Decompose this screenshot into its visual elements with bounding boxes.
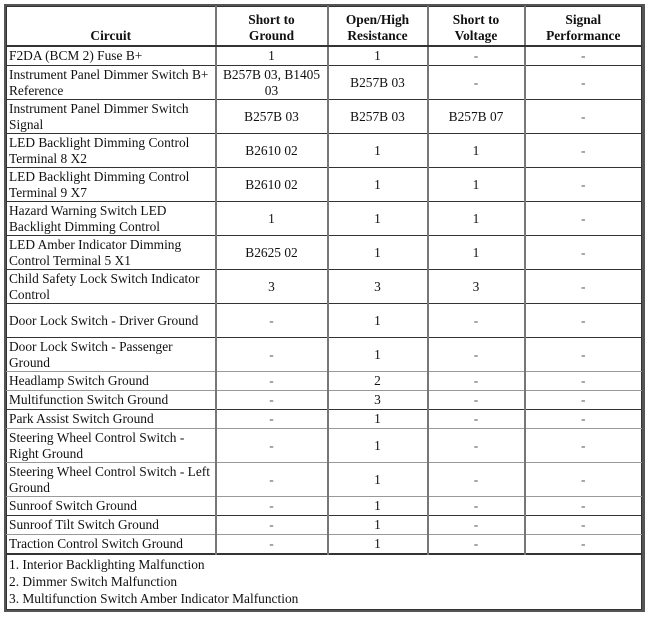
cell-signal-performance: - [525,270,642,304]
cell-signal-performance: - [525,372,642,391]
header-line: Short to [248,12,295,27]
cell-short-to-voltage: - [428,463,525,497]
cell-circuit: Sunroof Switch Ground [7,497,216,516]
header-circuit [7,7,216,47]
cell-open-high-resistance: 3 [328,270,428,304]
header-short-to-ground [216,7,328,47]
cell-open-high-resistance: 1 [328,463,428,497]
cell-open-high-resistance: 1 [328,410,428,429]
cell-circuit: LED Amber Indicator Dimming Control Terminal 5 X1 [7,236,216,270]
cell-circuit: Door Lock Switch - Passenger Ground [7,338,216,372]
cell-circuit: Headlamp Switch Ground [7,372,216,391]
cell-short-to-voltage: - [428,372,525,391]
header-short-to-voltage [428,7,525,47]
table-row [7,497,642,516]
cell-signal-performance: - [525,66,642,100]
cell-short-to-ground: - [216,372,328,391]
header-row [7,7,642,47]
cell-circuit: Steering Wheel Control Switch - Right Ground [7,429,216,463]
cell-short-to-ground: - [216,429,328,463]
table-row [7,410,642,429]
cell-open-high-resistance: B257B 03 [328,100,428,134]
cell-short-to-ground: B2610 02 [216,168,328,202]
cell-open-high-resistance: 2 [328,372,428,391]
cell-circuit: Door Lock Switch - Driver Ground [7,304,216,338]
cell-open-high-resistance: 1 [328,304,428,338]
cell-short-to-voltage: - [428,429,525,463]
cell-short-to-voltage: 1 [428,134,525,168]
cell-short-to-voltage: - [428,66,525,100]
cell-short-to-ground: - [216,535,328,555]
table-notes [7,554,642,610]
table-row [7,100,642,134]
cell-open-high-resistance: 3 [328,391,428,410]
cell-short-to-voltage: 3 [428,270,525,304]
cell-short-to-voltage: 1 [428,236,525,270]
note-3: 3. Multifunction Switch Amber Indicator Malfunction [9,591,299,606]
cell-short-to-voltage: 1 [428,202,525,236]
cell-signal-performance: - [525,497,642,516]
cell-signal-performance: - [525,46,642,66]
cell-short-to-ground: 1 [216,46,328,66]
header-signal-performance [525,7,642,47]
circuit-fault-table-container [4,4,645,612]
cell-signal-performance: - [525,535,642,555]
table-row [7,270,642,304]
cell-short-to-ground: B2625 02 [216,236,328,270]
cell-short-to-ground: - [216,410,328,429]
cell-signal-performance: - [525,236,642,270]
cell-short-to-ground: - [216,516,328,535]
cell-short-to-voltage: - [428,338,525,372]
cell-circuit: Sunroof Tilt Switch Ground [7,516,216,535]
header-line: Short to [452,12,500,27]
cell-short-to-voltage: 1 [428,168,525,202]
header-line: Signal [565,12,602,27]
cell-open-high-resistance: 1 [328,46,428,66]
cell-circuit: Instrument Panel Dimmer Switch Signal [7,100,216,134]
cell-signal-performance: - [525,429,642,463]
header-line: Ground [248,28,295,43]
table-notes-row [7,554,642,610]
cell-signal-performance: - [525,516,642,535]
cell-short-to-ground: - [216,338,328,372]
note-1: 1. Interior Backlighting Malfunction [9,557,205,572]
cell-circuit: Hazard Warning Switch LED Backlight Dimming Control [7,202,216,236]
cell-circuit: Child Safety Lock Switch Indicator Control [7,270,216,304]
cell-signal-performance: - [525,463,642,497]
header-line: Performance [546,28,621,43]
cell-signal-performance: - [525,202,642,236]
table-row [7,236,642,270]
cell-open-high-resistance: 1 [328,516,428,535]
cell-open-high-resistance: 1 [328,429,428,463]
header-line: Resistance [347,28,408,43]
note-2: 2. Dimmer Switch Malfunction [9,574,178,589]
header-open-high-resistance [328,7,428,47]
cell-circuit: Steering Wheel Control Switch - Left Ground [7,463,216,497]
table-row [7,535,642,555]
header-line: Open/High [345,12,410,27]
table-row [7,202,642,236]
cell-short-to-voltage: - [428,497,525,516]
cell-short-to-ground: - [216,391,328,410]
cell-signal-performance: - [525,391,642,410]
cell-short-to-ground: - [216,304,328,338]
cell-open-high-resistance: 1 [328,497,428,516]
cell-open-high-resistance: 1 [328,168,428,202]
cell-circuit: LED Backlight Dimming Control Terminal 8 X2 [7,134,216,168]
cell-circuit: LED Backlight Dimming Control Terminal 9 X7 [7,168,216,202]
cell-short-to-voltage: - [428,516,525,535]
circuit-fault-table [6,6,642,610]
cell-signal-performance: - [525,100,642,134]
cell-short-to-voltage: - [428,304,525,338]
table-row [7,391,642,410]
cell-short-to-ground: - [216,497,328,516]
table-row [7,429,642,463]
table-row [7,66,642,100]
cell-short-to-voltage: - [428,46,525,66]
cell-short-to-ground: B257B 03 [216,100,328,134]
cell-open-high-resistance: 1 [328,236,428,270]
table-row [7,372,642,391]
cell-open-high-resistance: B257B 03 [328,66,428,100]
cell-circuit: F2DA (BCM 2) Fuse B+ [7,46,216,66]
table-row [7,463,642,497]
cell-circuit: Park Assist Switch Ground [7,410,216,429]
cell-open-high-resistance: 1 [328,134,428,168]
cell-short-to-voltage: - [428,391,525,410]
cell-short-to-ground: - [216,463,328,497]
cell-short-to-voltage: B257B 07 [428,100,525,134]
cell-circuit: Multifunction Switch Ground [7,391,216,410]
cell-circuit: Instrument Panel Dimmer Switch B+ Reference [7,66,216,100]
cell-open-high-resistance: 1 [328,338,428,372]
cell-circuit: Traction Control Switch Ground [7,535,216,555]
cell-short-to-ground: B257B 03, B1405 03 [216,66,328,100]
table-row [7,46,642,66]
table-row [7,304,642,338]
cell-signal-performance: - [525,410,642,429]
cell-short-to-ground: 3 [216,270,328,304]
cell-short-to-ground: B2610 02 [216,134,328,168]
cell-open-high-resistance: 1 [328,535,428,555]
table-row [7,516,642,535]
cell-signal-performance: - [525,304,642,338]
header-line: Voltage [454,28,498,43]
cell-short-to-ground: 1 [216,202,328,236]
header-circuit-label: Circuit [90,28,132,43]
table-row [7,134,642,168]
cell-open-high-resistance: 1 [328,202,428,236]
cell-signal-performance: - [525,134,642,168]
cell-short-to-voltage: - [428,535,525,555]
cell-signal-performance: - [525,168,642,202]
table-row [7,338,642,372]
cell-signal-performance: - [525,338,642,372]
cell-short-to-voltage: - [428,410,525,429]
table-row [7,168,642,202]
